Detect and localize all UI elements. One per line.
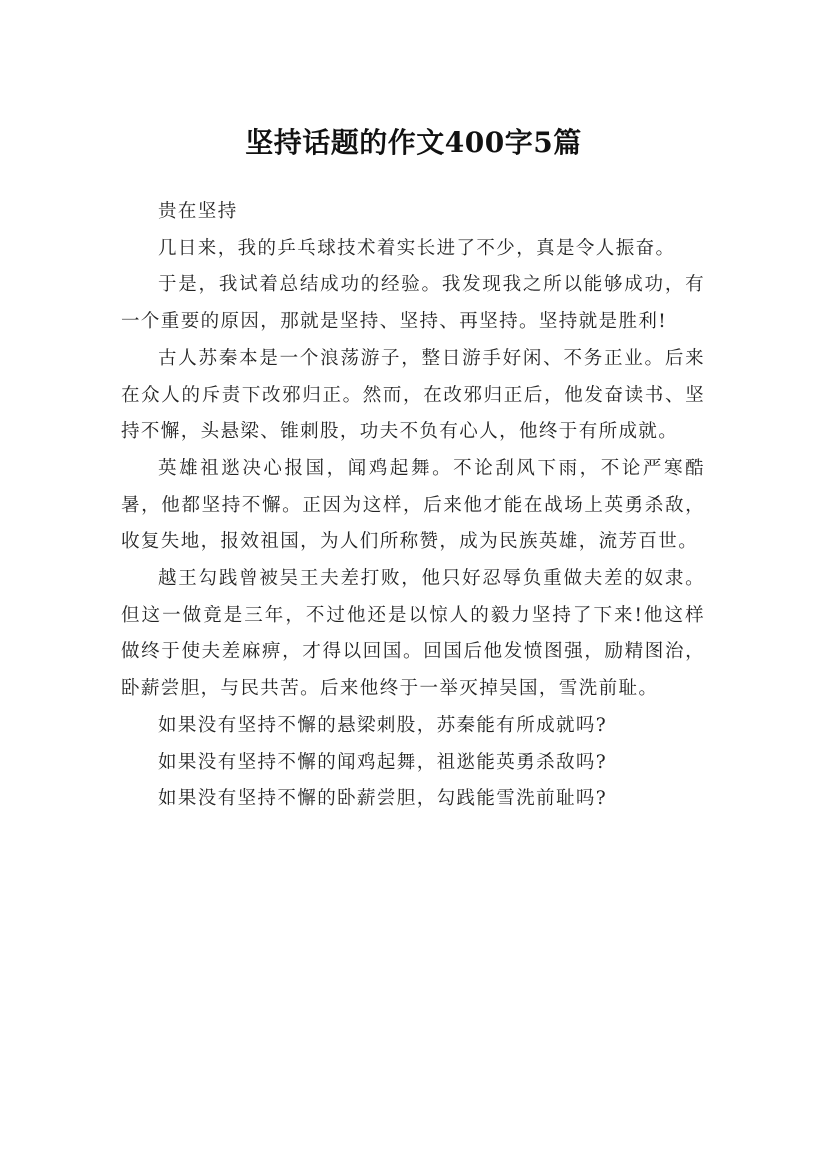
paragraph: 英雄祖逖决心报国，闻鸡起舞。不论刮风下雨，不论严寒酷暑，他都坚持不懈。正因为这样，后来他才能在战场上英勇杀敌，收复失地，报效祖国，为人们所称赞，成为民族英雄，流芳百世。: [121, 457, 705, 553]
paragraph: 几日来，我的乒乓球技术着实长进了不少，真是令人振奋。: [158, 237, 676, 259]
essay-heading: 贵在坚持: [158, 201, 238, 222]
paragraph: 古人苏秦本是一个浪荡游子，整日游手好闲、不务正业。后来在众人的斥责下改邪归正。然而，在改邪归正后，他发奋读书、坚持不懈，头悬梁、锥刺股，功夫不负有心人，他终于有所成就。: [121, 347, 705, 443]
paragraph: 于是，我试着总结成功的经验。我发现我之所以能够成功，有一个重要的原因，那就是坚持、坚持、再坚持。坚持就是胜利!: [121, 274, 705, 333]
paragraph: 如果没有坚持不懈的悬梁刺股，苏秦能有所成就吗?: [158, 714, 608, 736]
paragraph: 越王勾践曾被吴王夫差打败，他只好忍辱负重做夫差的奴隶。但这一做竟是三年，不过他还是以惊人的毅力坚持了下来!他这样做终于使夫差麻痹，才得以回国。回国后他发愤图强，励精图治，卧薪尝胆，与民共苦。后来他终于一举灭掉吴国，雪洗前耻。: [121, 568, 705, 700]
paragraph: 如果没有坚持不懈的卧薪尝胆，勾践能雪洗前耻吗?: [158, 788, 608, 810]
paragraph: 如果没有坚持不懈的闻鸡起舞，祖逖能英勇杀敌吗?: [158, 751, 608, 773]
document-title: 坚持话题的作文400字5篇: [245, 125, 582, 159]
document-body: [121, 194, 705, 818]
